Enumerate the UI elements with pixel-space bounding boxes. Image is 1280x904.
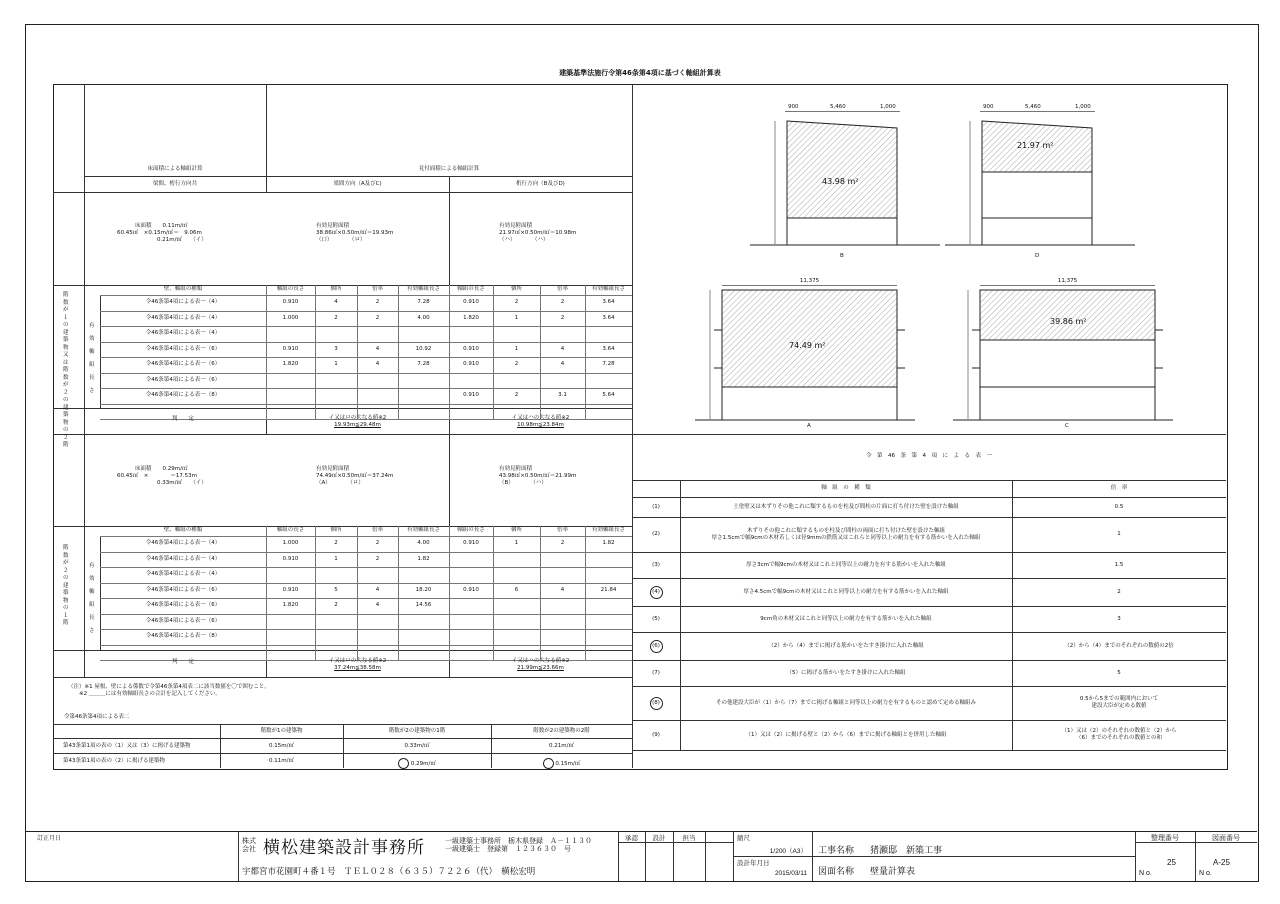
- dim-text: 1,000: [880, 104, 896, 110]
- wall-cell: 7.28: [417, 361, 430, 367]
- wall-cell: 4: [375, 345, 380, 352]
- table2-cell: 第43条第1項の表の（2）に掲げる建築物: [63, 758, 165, 764]
- wall-cell: 令46条第4項による表一（6）: [145, 602, 221, 608]
- sheet-number: A-25: [1213, 858, 1230, 867]
- registration-1: 一級建築士事務所 栃木県登録 Ａ－１１３０: [445, 838, 592, 845]
- table1-row-number: (2): [652, 531, 660, 537]
- wall-cell: 2: [514, 392, 519, 398]
- wall-cell: 令46条第4項による表一（6）: [145, 345, 221, 352]
- wall-cell: 2: [334, 314, 338, 321]
- selected-circle-mark: [543, 758, 554, 769]
- wall-header-cell: 壁、軸組の種類: [163, 527, 203, 533]
- plan-B-area: 43.98 m²: [822, 177, 859, 186]
- wall-cell: 1.82: [417, 555, 430, 562]
- table1-row-number: (7): [652, 669, 660, 676]
- hdr-floor-area: 床面積による軸組計算: [147, 166, 203, 172]
- company-name: 横松建築設計事務所: [263, 838, 425, 857]
- wall-cell: 4.00: [417, 540, 430, 546]
- lower-judge-label: 判 定: [171, 659, 194, 665]
- table1-row-desc: 木ずりその他これに類するものを柱及び間柱の両面に打ち付けた壁を設けた軸組 厚さ1.5cmで幅9cmの木材若しくは径9mmの鉄筋又はこれらと同等以上の耐力を有する筋かいを入れた軸組: [711, 527, 981, 541]
- wall-cell: 7.28: [417, 299, 430, 305]
- table1-row-factor: （2）から（4）までのそれぞれの数値の2倍: [1064, 642, 1174, 649]
- wall-cell: 21.84: [600, 586, 617, 593]
- wall-cell: 4: [334, 299, 338, 305]
- plan-C-label: C: [1065, 423, 1069, 429]
- wall-cell: 1.820: [282, 602, 299, 608]
- plan-D: [935, 100, 1165, 265]
- table2: [53, 724, 632, 768]
- wall-cell: 1: [334, 361, 338, 367]
- wall-cell: 2: [560, 540, 565, 546]
- table1-row-desc: （1）又は（2）に掲げる壁と（2）から（6）までに掲げる軸組とを併用した軸組: [745, 731, 947, 738]
- table2-cell: 第43条第1項の表の（1）又は（3）に掲げる建築物: [63, 743, 191, 749]
- wall-header-cell: 倍率: [371, 527, 383, 533]
- wall-header-cell: 倍率: [556, 286, 568, 292]
- table1-row-factor: 2: [1117, 588, 1121, 595]
- wall-cell: 2: [514, 361, 519, 367]
- wall-cell: 0.910: [463, 361, 479, 367]
- table1-row-desc: 9cm角の木材又はこれと同等以上の耐力を有する筋かいを入れた軸組: [760, 615, 932, 622]
- wall-header-cell: 個所: [510, 286, 522, 292]
- wall-cell: 3: [334, 345, 338, 352]
- table1-header: 倍 率: [1110, 485, 1128, 491]
- wall-cell: 4: [375, 361, 380, 367]
- wall-cell: 7.28: [602, 361, 615, 367]
- ref-number: 25: [1167, 858, 1176, 867]
- table1-row-desc: （5）に掲げる筋かいをたすき掛けに入れた軸組: [786, 669, 906, 676]
- wall-cell: 5: [334, 586, 338, 593]
- wall-header-cell: 個所: [330, 286, 342, 292]
- wall-cell: 令46条第4項による表一（8）: [145, 392, 221, 398]
- wall-header-cell: 有効軸組長さ: [406, 286, 440, 292]
- wall-cell: 3.64: [602, 299, 615, 305]
- plan-A-area: 74.49 m²: [789, 341, 826, 350]
- dim-text: 5,460: [830, 104, 846, 110]
- dim-text: 11,375: [1057, 278, 1078, 284]
- lower-vert-label: 有効軸組長さ: [89, 563, 95, 634]
- company-prefix: 株式 会社: [242, 838, 256, 853]
- scale-value: 1/200（A3）: [769, 848, 807, 855]
- selected-circle-mark: [650, 586, 663, 599]
- plan-C-area: 39.86 m²: [1050, 317, 1087, 326]
- sheet-title: 建築基準法施行令第46条第4項に基づく軸組計算表: [559, 69, 721, 77]
- scale-label: 縮尺: [737, 835, 750, 842]
- wall-cell: 1: [514, 540, 519, 546]
- no-label: N o.: [1199, 870, 1212, 877]
- table1-row-number: (3): [652, 561, 660, 568]
- wall-header-cell: 軸組の長さ: [457, 286, 485, 292]
- table1-row-number: (1): [652, 503, 660, 510]
- wall-cell: 1: [514, 314, 519, 321]
- wall-cell: 2: [375, 540, 380, 546]
- selected-circle-mark: [650, 697, 663, 710]
- wall-header-cell: 軸組の長さ: [276, 527, 305, 533]
- table2-header: 階数が2の建築物の2階: [533, 728, 590, 734]
- wall-cell: 2: [334, 540, 338, 546]
- upper-judge-y: イ又はハの大なる値※2 10.98m≦23.84m: [511, 415, 570, 428]
- wall-cell: 1.820: [282, 361, 299, 367]
- table2-cell: 0.33m/㎡: [404, 743, 430, 749]
- wall-header-cell: 個所: [510, 527, 522, 533]
- wall-cell: 令46条第4項による表一（4）: [145, 299, 221, 305]
- wall-header-cell: 壁、軸組の種類: [163, 286, 203, 292]
- table2-cell: 0.21m/㎡: [549, 743, 574, 749]
- dim-text: 900: [983, 104, 994, 110]
- table1-row-desc: 厚さ3cmで幅9cmの木材又はこれと同等以上の耐力を有する筋かいを入れた軸組: [746, 561, 946, 568]
- company-address: 宇都宮市花園町４番１号 ＴＥＬ０２８（６３５）７２２６（代） 横松宏明: [242, 866, 536, 876]
- wall-cell: 10.92: [415, 345, 432, 352]
- dim-text: 1,000: [1075, 104, 1091, 110]
- lower-side-label: 階数が２の建築物の１階: [63, 545, 69, 626]
- wall-cell: 2: [375, 299, 380, 305]
- wall-cell: 令46条第4項による表一（6）: [145, 376, 221, 383]
- table1: [632, 480, 1226, 768]
- wall-header-cell: 軸組の長さ: [276, 286, 305, 292]
- wall-cell: 0.910: [463, 586, 479, 593]
- plan-D-area: 21.97 m²: [1017, 141, 1054, 150]
- wall-cell: 0.910: [463, 392, 479, 398]
- wall-cell: 1.000: [282, 314, 299, 321]
- wall-cell: 1.000: [282, 540, 299, 546]
- title-block: [25, 831, 1257, 881]
- wall-cell: 3.64: [602, 314, 615, 321]
- project-label: 工事名称: [818, 845, 855, 855]
- wall-cell: 4: [375, 602, 380, 608]
- design-label: 設計: [652, 835, 666, 842]
- wall-header-cell: 有効軸組長さ: [406, 527, 440, 533]
- table1-row-factor: 0.5: [1114, 503, 1124, 510]
- wall-cell: 5.64: [602, 392, 615, 398]
- wall-cell: 0.910: [282, 299, 299, 305]
- plan-C: [948, 278, 1188, 433]
- wall-cell: 6: [514, 586, 519, 593]
- wall-header-cell: 倍率: [556, 527, 568, 533]
- wall-cell: 令46条第4項による表一（4）: [145, 555, 221, 562]
- wall-cell: 令46条第4項による表一（6）: [145, 617, 221, 624]
- table1-row-desc: その他建設大臣が（1）から（7）までに掲げる軸組と同等以上の耐力を有するものと認めて定める軸組み: [715, 699, 976, 706]
- table1-row-number: (6): [652, 642, 660, 649]
- note-2: ※2 ＿＿＿には有効軸組長さの合計を記入してください。: [68, 691, 221, 697]
- dim-text: 5,460: [1025, 104, 1041, 110]
- wall-cell: 4: [560, 361, 565, 367]
- wall-cell: 3.1: [558, 392, 567, 398]
- wall-cell: 令46条第4項による表一（6）: [145, 361, 221, 367]
- ref-label: 整理番号: [1151, 835, 1179, 842]
- wall-cell: 0.910: [463, 540, 479, 546]
- sheet-label: 図面番号: [1212, 835, 1240, 842]
- wall-cell: 2: [560, 299, 565, 305]
- table1-row-factor: 0.5から5までの範囲内において 建設大臣が定める数値: [1079, 696, 1159, 709]
- table2-header: 階数が2の建築物の1階: [388, 728, 446, 734]
- wall-cell: 0.910: [282, 345, 299, 352]
- wall-cell: 1.820: [463, 314, 479, 321]
- wall-cell: 3.64: [602, 345, 615, 352]
- no-label: N o.: [1139, 870, 1152, 877]
- wall-cell: 4: [560, 586, 565, 593]
- selected-circle-mark: [650, 640, 663, 653]
- wall-cell: 2: [375, 555, 380, 562]
- wall-header-cell: 有効軸組長さ: [591, 286, 625, 292]
- wall-cell: 4: [560, 345, 565, 352]
- table1-row-number: (4): [652, 588, 660, 595]
- wall-cell: 4: [375, 586, 380, 593]
- wall-header-cell: 軸組の長さ: [457, 527, 485, 533]
- wall-cell: 2: [514, 299, 519, 305]
- table2-title: 令第46条第4項による表二: [64, 714, 130, 720]
- wall-cell: 1: [334, 555, 338, 562]
- plan-D-label: D: [1035, 253, 1040, 259]
- table2-header: 階数が1の建築物: [260, 728, 303, 734]
- hdr-dir: 梁間、桁行方向共: [152, 181, 197, 187]
- registration-2: 一級建築士 登録第 １２３６３０ 号: [445, 846, 571, 853]
- plan-A: [690, 278, 930, 433]
- hdr-x: 梁間方向（A及びC): [333, 181, 382, 187]
- approve-label: 承認: [625, 835, 638, 842]
- wall-cell: 0.910: [282, 555, 299, 562]
- table1-title: 令 第 46 条 第 4 項 に よ る 表 一: [866, 453, 992, 459]
- table2-cell: 0.11m/㎡: [269, 758, 294, 764]
- table1-row-factor: 1: [1117, 531, 1121, 537]
- lower-judge-x: イ又はロの大なる値※2 37.24m≦38.58m: [328, 658, 387, 671]
- table1-row-desc: 厚さ4.5cmで幅9cmの木材又はこれと同等以上の耐力を有する筋かいを入れた軸組: [743, 588, 949, 595]
- charge-label: 担当: [682, 835, 696, 842]
- wall-cell: 2: [334, 602, 338, 608]
- wall-cell: 令46条第4項による表一（4）: [145, 540, 221, 546]
- table2-cell: 0.29m/㎡: [410, 761, 436, 767]
- wall-cell: 令46条第4項による表一（6）: [145, 586, 221, 593]
- wall-header-cell: 倍率: [371, 286, 383, 292]
- dim-text: 11,375: [799, 278, 820, 284]
- hdr-wind: 見付面積による軸組計算: [418, 166, 480, 172]
- plan-A-label: A: [807, 423, 811, 429]
- wall-header-cell: 個所: [330, 527, 342, 533]
- upper-judge-x: イ又はロの大なる値※2 19.93m≦29.48m: [328, 415, 387, 428]
- wall-cell: 令46条第4項による表一（4）: [145, 571, 221, 577]
- table1-row-factor: 3: [1117, 615, 1121, 622]
- table2-cell: 0.15m/㎡: [269, 743, 294, 749]
- wall-cell: 1.82: [602, 540, 615, 546]
- wall-cell: 14.56: [415, 602, 432, 608]
- wall-cell: 0.910: [463, 345, 479, 352]
- table1-row-factor: 5: [1117, 669, 1121, 676]
- wall-cell: 4.00: [417, 314, 430, 321]
- lower-judge-y: イ又はハの大なる値※2 21.99m≦23.66m: [511, 658, 570, 671]
- upper-judge-label: 判 定: [171, 416, 194, 422]
- drawing-name: 壁量計算表: [870, 866, 916, 876]
- table1-row-factor: 1.5: [1114, 561, 1124, 568]
- wall-cell: 令46条第4項による表一（8）: [145, 633, 221, 639]
- plan-B-label: B: [840, 253, 844, 259]
- date-label: 設計年月日: [737, 860, 770, 867]
- plan-C-outline: [948, 278, 1188, 433]
- note-1: （注）※1 屋根、壁による係数で令第46条第4項表二に該当数値を〇で囲むこと。: [68, 684, 270, 690]
- plan-A-outline: [690, 278, 930, 433]
- table2-cell: 0.15m/㎡: [555, 761, 581, 767]
- table1-row-number: (8): [652, 699, 660, 706]
- plan-D-outline: [935, 100, 1165, 265]
- wall-cell: 2: [560, 314, 565, 321]
- table1-header: 軸 組 の 種 類: [821, 485, 871, 491]
- table1-row-factor: （1）又は（2）のそれぞれの数値と（2）から （6）までのそれぞれの数値との和: [1061, 728, 1177, 741]
- wall-cell: 1: [514, 345, 519, 352]
- selected-circle-mark: [398, 758, 409, 769]
- table1-row-number: (5): [652, 615, 660, 622]
- wall-cell: 令46条第4項による表一（4）: [145, 330, 221, 336]
- date-value: 2015/03/11: [774, 870, 807, 877]
- wall-header-cell: 有効軸組長さ: [591, 527, 625, 533]
- wall-cell: 0.910: [463, 299, 479, 305]
- wall-cell: 2: [375, 314, 380, 321]
- revision-label: 訂正月日: [37, 836, 62, 842]
- drawing-label: 図面名称: [818, 866, 855, 876]
- wall-cell: 0.910: [282, 586, 299, 593]
- table1-row-desc: 土塗壁又は木ずりその他これに類するものを柱及び間柱の片面に打ち付けた壁を設けた軸組: [733, 503, 959, 510]
- project-name: 猪瀬邸 新築工事: [870, 845, 943, 855]
- wall-cell: 令46条第4項による表一（4）: [145, 314, 221, 321]
- hdr-y: 桁行方向（B及びD): [516, 181, 565, 187]
- table1-row-number: (9): [652, 731, 660, 738]
- wall-cell: 18.20: [415, 586, 432, 593]
- table1-row-desc: （2）から（4）までに掲げる筋かいをたすき掛けに入れた軸組: [768, 642, 924, 649]
- upper-side-label: 階数が１の建築物又は階数が２の建築物の２階: [63, 292, 69, 448]
- upper-vert-label: 有効軸組長さ: [89, 323, 95, 394]
- dim-text: 900: [788, 104, 799, 110]
